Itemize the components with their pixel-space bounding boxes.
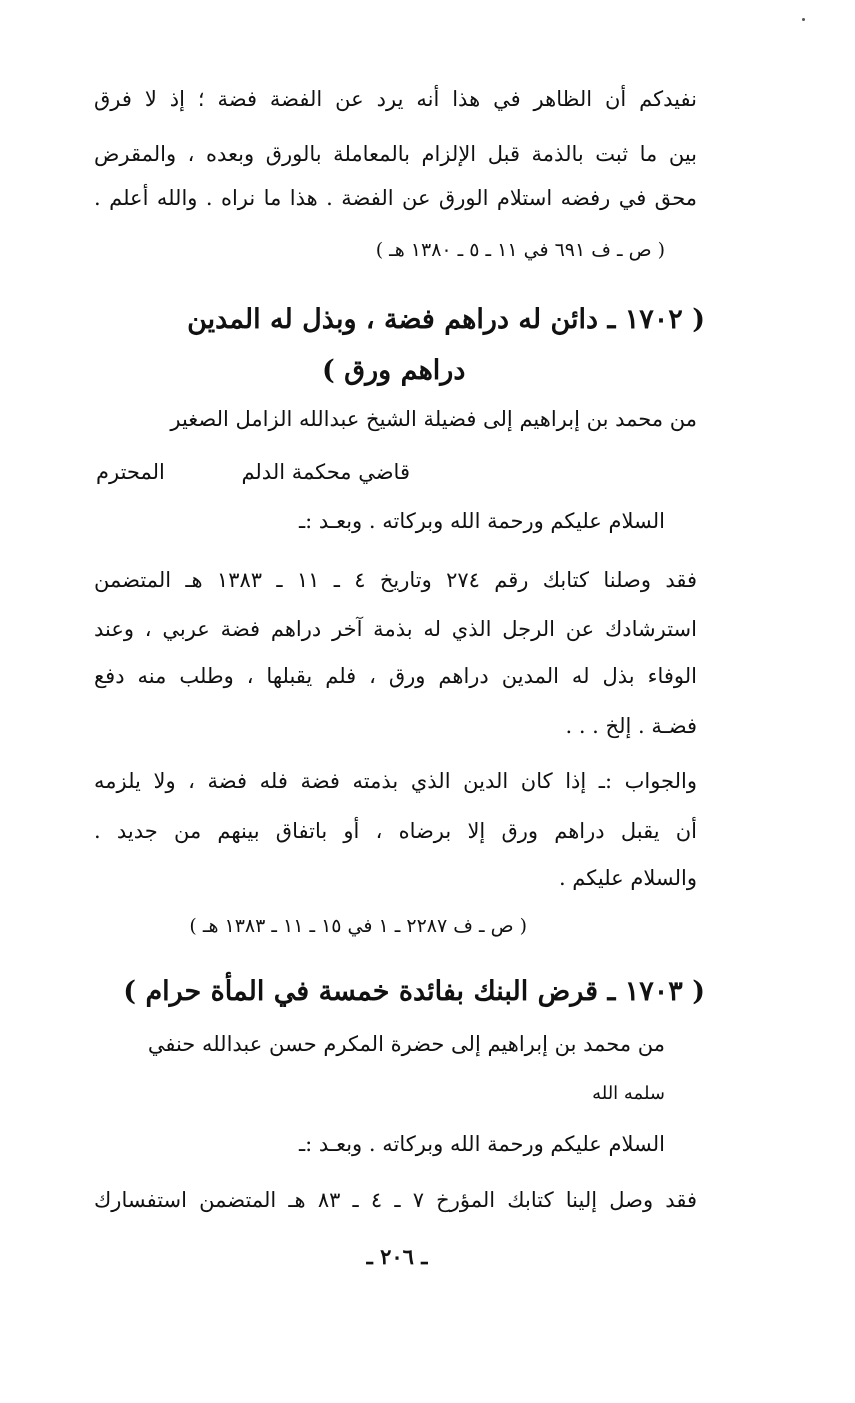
recipient-honorific: المحترم xyxy=(96,460,165,484)
page-number: ـ ٢٠٦ ـ xyxy=(366,1244,428,1269)
paragraph-line: استرشادك عن الرجل الذي له بذمة آخر دراهم فضة عربي ، وعند xyxy=(94,617,697,641)
greeting: السلام عليكم ورحمة الله وبركاته . وبعـد :ـ xyxy=(299,1132,665,1156)
paragraph-line: فضـة . إلخ . . . xyxy=(565,714,697,738)
paragraph-line: فقد وصلنا كتابك رقم ٢٧٤ وتاريخ ٤ ـ ١١ ـ ١٣٨٣ هـ المتضمن xyxy=(94,568,698,592)
paragraph-line: والسلام عليكم . xyxy=(558,866,697,890)
section-heading-continued: دراهم ورق ) xyxy=(322,355,466,386)
recipient-position: قاضي محكمة الدلم xyxy=(241,460,410,484)
reference-citation: ( ص ـ ف ٦٩١ في ١١ ـ ٥ ـ ١٣٨٠ هـ ) xyxy=(375,239,665,261)
paragraph-line: فقد وصل إلينا كتابك المؤرخ ٧ ـ ٤ ـ ٨٣ هـ المتضمن استفسارك xyxy=(94,1188,697,1212)
paragraph-line: أن يقبل دراهم ورق إلا برضاه ، أو باتفاق بينهم من جديد . xyxy=(94,819,697,843)
section-heading: ( ١٧٠٢ ـ دائن له دراهم فضة ، وبذل له المدين xyxy=(187,304,705,335)
letter-from-line: من محمد بن إبراهيم إلى حضرة المكرم حسن عبدالله حنفي xyxy=(147,1032,665,1056)
scan-speck xyxy=(802,18,805,21)
paragraph-line: الوفاء بذل له المدين دراهم ورق ، فلم يقبلها ، وطلب منه دفع xyxy=(94,664,697,688)
paragraph-line: بين ما ثبت بالذمة قبل الإلزام بالمعاملة بالورق وبعده ، والمقرض xyxy=(94,142,697,166)
paragraph-line: محق في رفضه استلام الورق عن الفضة . هذا ما نراه . والله أعلم . xyxy=(94,186,697,210)
reference-citation: ( ص ـ ف ٢٢٨٧ ـ ١ في ١٥ ـ ١١ ـ ١٣٨٣ هـ ) xyxy=(189,915,527,937)
letter-from-line: من محمد بن إبراهيم إلى فضيلة الشيخ عبدالله الزامل الصغير xyxy=(170,407,697,431)
salutation: سلمه الله xyxy=(592,1083,665,1104)
section-heading: ( ١٧٠٣ ـ قرض البنك بفائدة خمسة في المأة حرام ) xyxy=(123,976,705,1007)
greeting: السلام عليكم ورحمة الله وبركاته . وبعـد :ـ xyxy=(299,509,665,533)
paragraph-line: نفيدكم أن الظاهر في هذا أنه يرد عن الفضة فضة ؛ إذ لا فرق xyxy=(94,87,697,111)
paragraph-line: والجواب :ـ إذا كان الدين الذي بذمته فضة فله فضة ، ولا يلزمه xyxy=(94,769,697,793)
